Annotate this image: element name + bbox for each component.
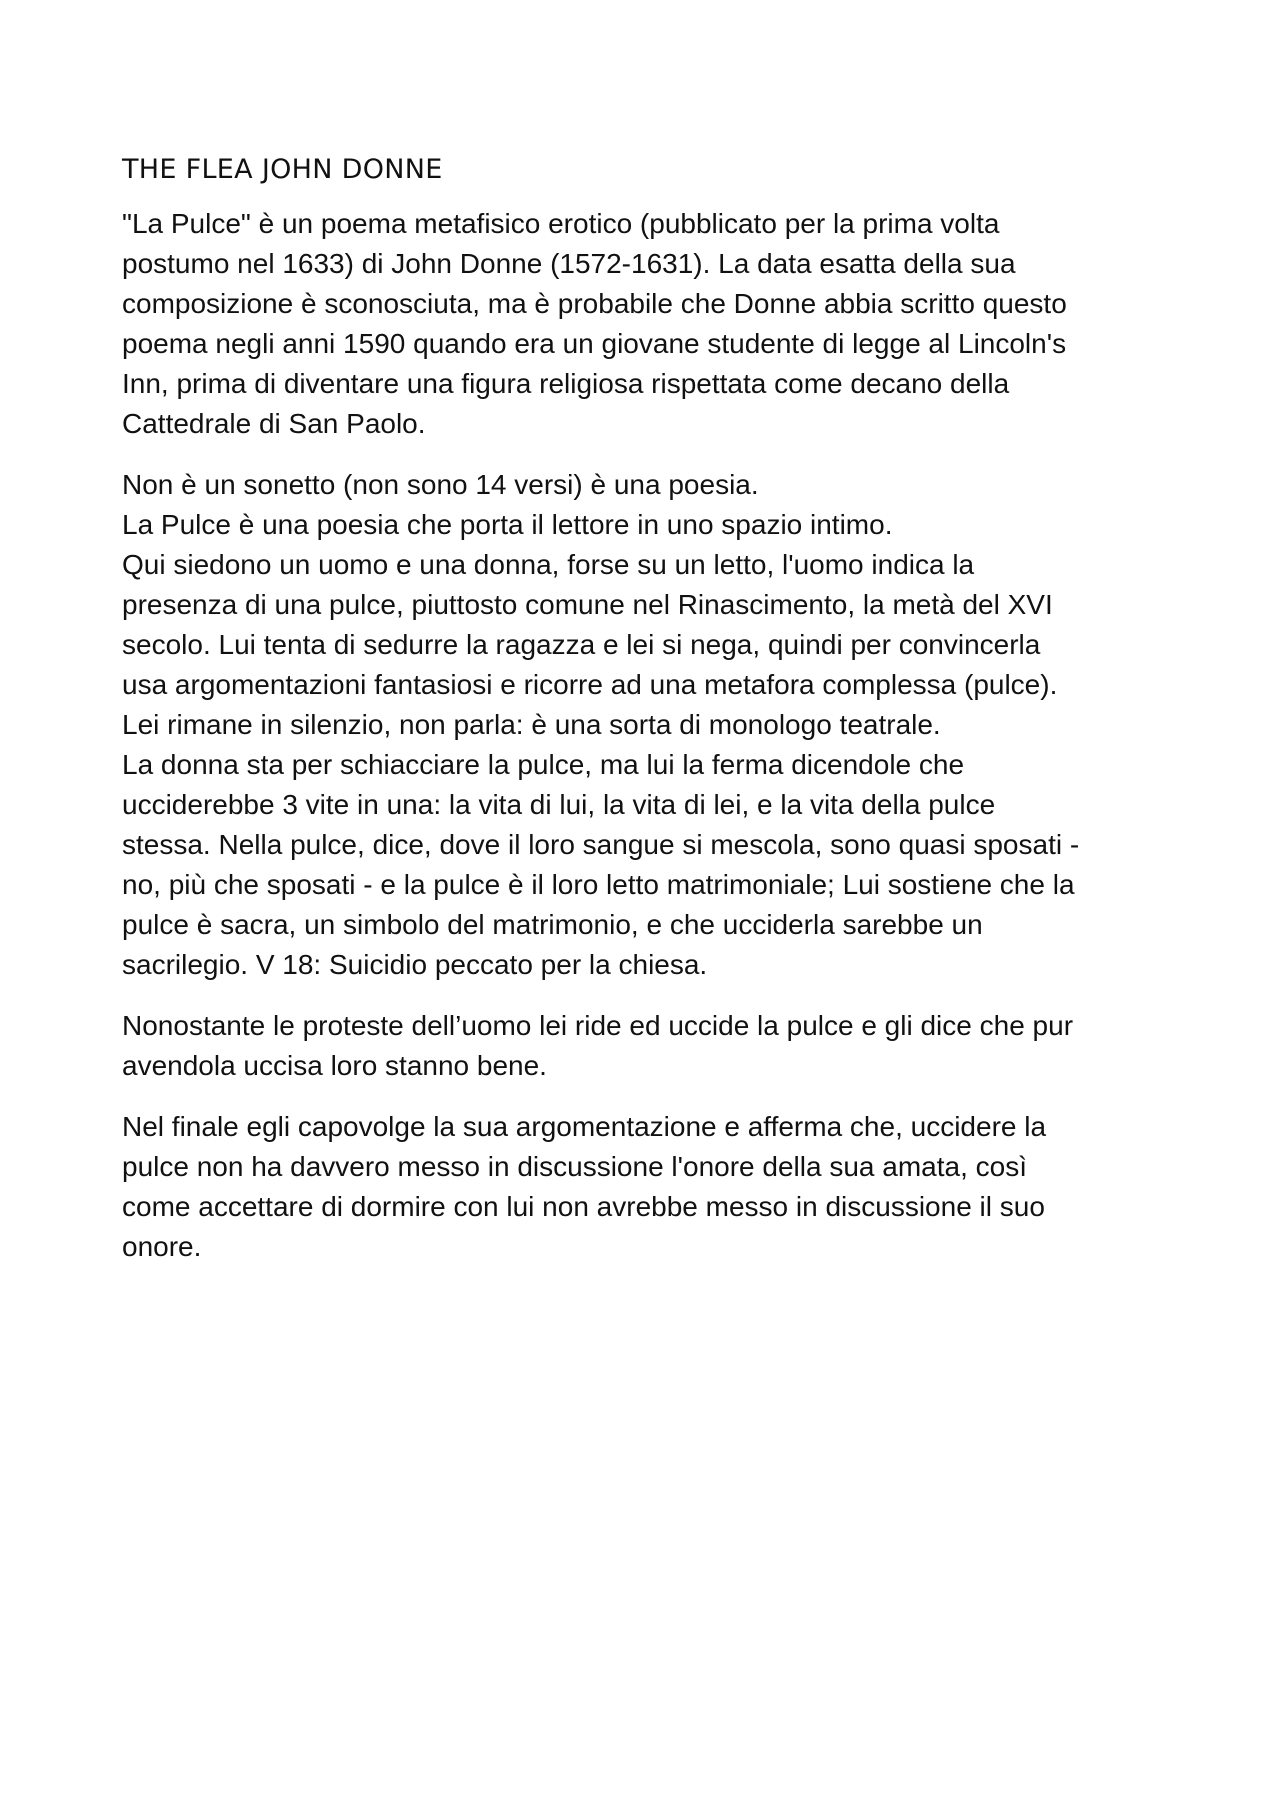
text-line: poema negli anni 1590 quando era un giovane studente di legge al Lincoln's [122,328,1067,359]
text-line: "La Pulce" è un poema metafisico erotico (pubblicato per la prima volta [122,208,1000,239]
text-line: stessa. Nella pulce, dice, dove il loro sangue si mescola, sono quasi sposati - [122,829,1080,860]
text-line: La Pulce è una poesia che porta il lettore in uno spazio intimo. [122,509,893,540]
paragraph-analysis [122,465,1172,985]
text-line: postumo nel 1633) di John Donne (1572-1631). La data esatta della sua [122,248,1016,279]
text-line: Nonostante le proteste dell’uomo lei ride ed uccide la pulce e gli dice che pur [122,1010,1074,1041]
text-line: no, più che sposati - e la pulce è il loro letto matrimoniale; Lui sostiene che la [122,869,1075,900]
text-line: Non è un sonetto (non sono 14 versi) è una poesia. [122,469,759,500]
text-line: usa argomentazioni fantasiosi e ricorre ad una metafora complessa (pulce). [122,669,1058,700]
text-line: ucciderebbe 3 vite in una: la vita di lui, la vita di lei, e la vita della pulce [122,789,996,820]
text-line: sacrilegio. V 18: Suicidio peccato per la chiesa. [122,949,708,980]
text-line: come accettare di dormire con lui non avrebbe messo in discussione il suo [122,1191,1045,1222]
paragraph-conclusion [122,1107,1172,1267]
document-title: THE FLEA JOHN DONNE [122,154,443,185]
paragraph-protest [122,1006,1172,1086]
text-line: La donna sta per schiacciare la pulce, ma lui la ferma dicendole che [122,749,965,780]
document-content [122,150,1172,1288]
text-line: avendola uccisa loro stanno bene. [122,1050,547,1081]
text-line: Nel finale egli capovolge la sua argomentazione e afferma che, uccidere la [122,1111,1047,1142]
text-line: pulce non ha davvero messo in discussione l'onore della sua amata, così [122,1151,1027,1182]
text-line: Inn, prima di diventare una figura religiosa rispettata come decano della [122,368,1010,399]
text-line: composizione è sconosciuta, ma è probabile che Donne abbia scritto questo [122,288,1067,319]
text-line: Cattedrale di San Paolo. [122,408,426,439]
text-line: pulce è sacra, un simbolo del matrimonio, e che ucciderla sarebbe un [122,909,983,940]
text-line: Lei rimane in silenzio, non parla: è una sorta di monologo teatrale. [122,709,941,740]
text-line: onore. [122,1231,202,1262]
text-line: presenza di una pulce, piuttosto comune nel Rinascimento, la metà del XVI [122,589,1053,620]
text-line: Qui siedono un uomo e una donna, forse su un letto, l'uomo indica la [122,549,975,580]
text-line: secolo. Lui tenta di sedurre la ragazza e lei si nega, quindi per convincerla [122,629,1041,660]
paragraph-intro [122,204,1172,444]
